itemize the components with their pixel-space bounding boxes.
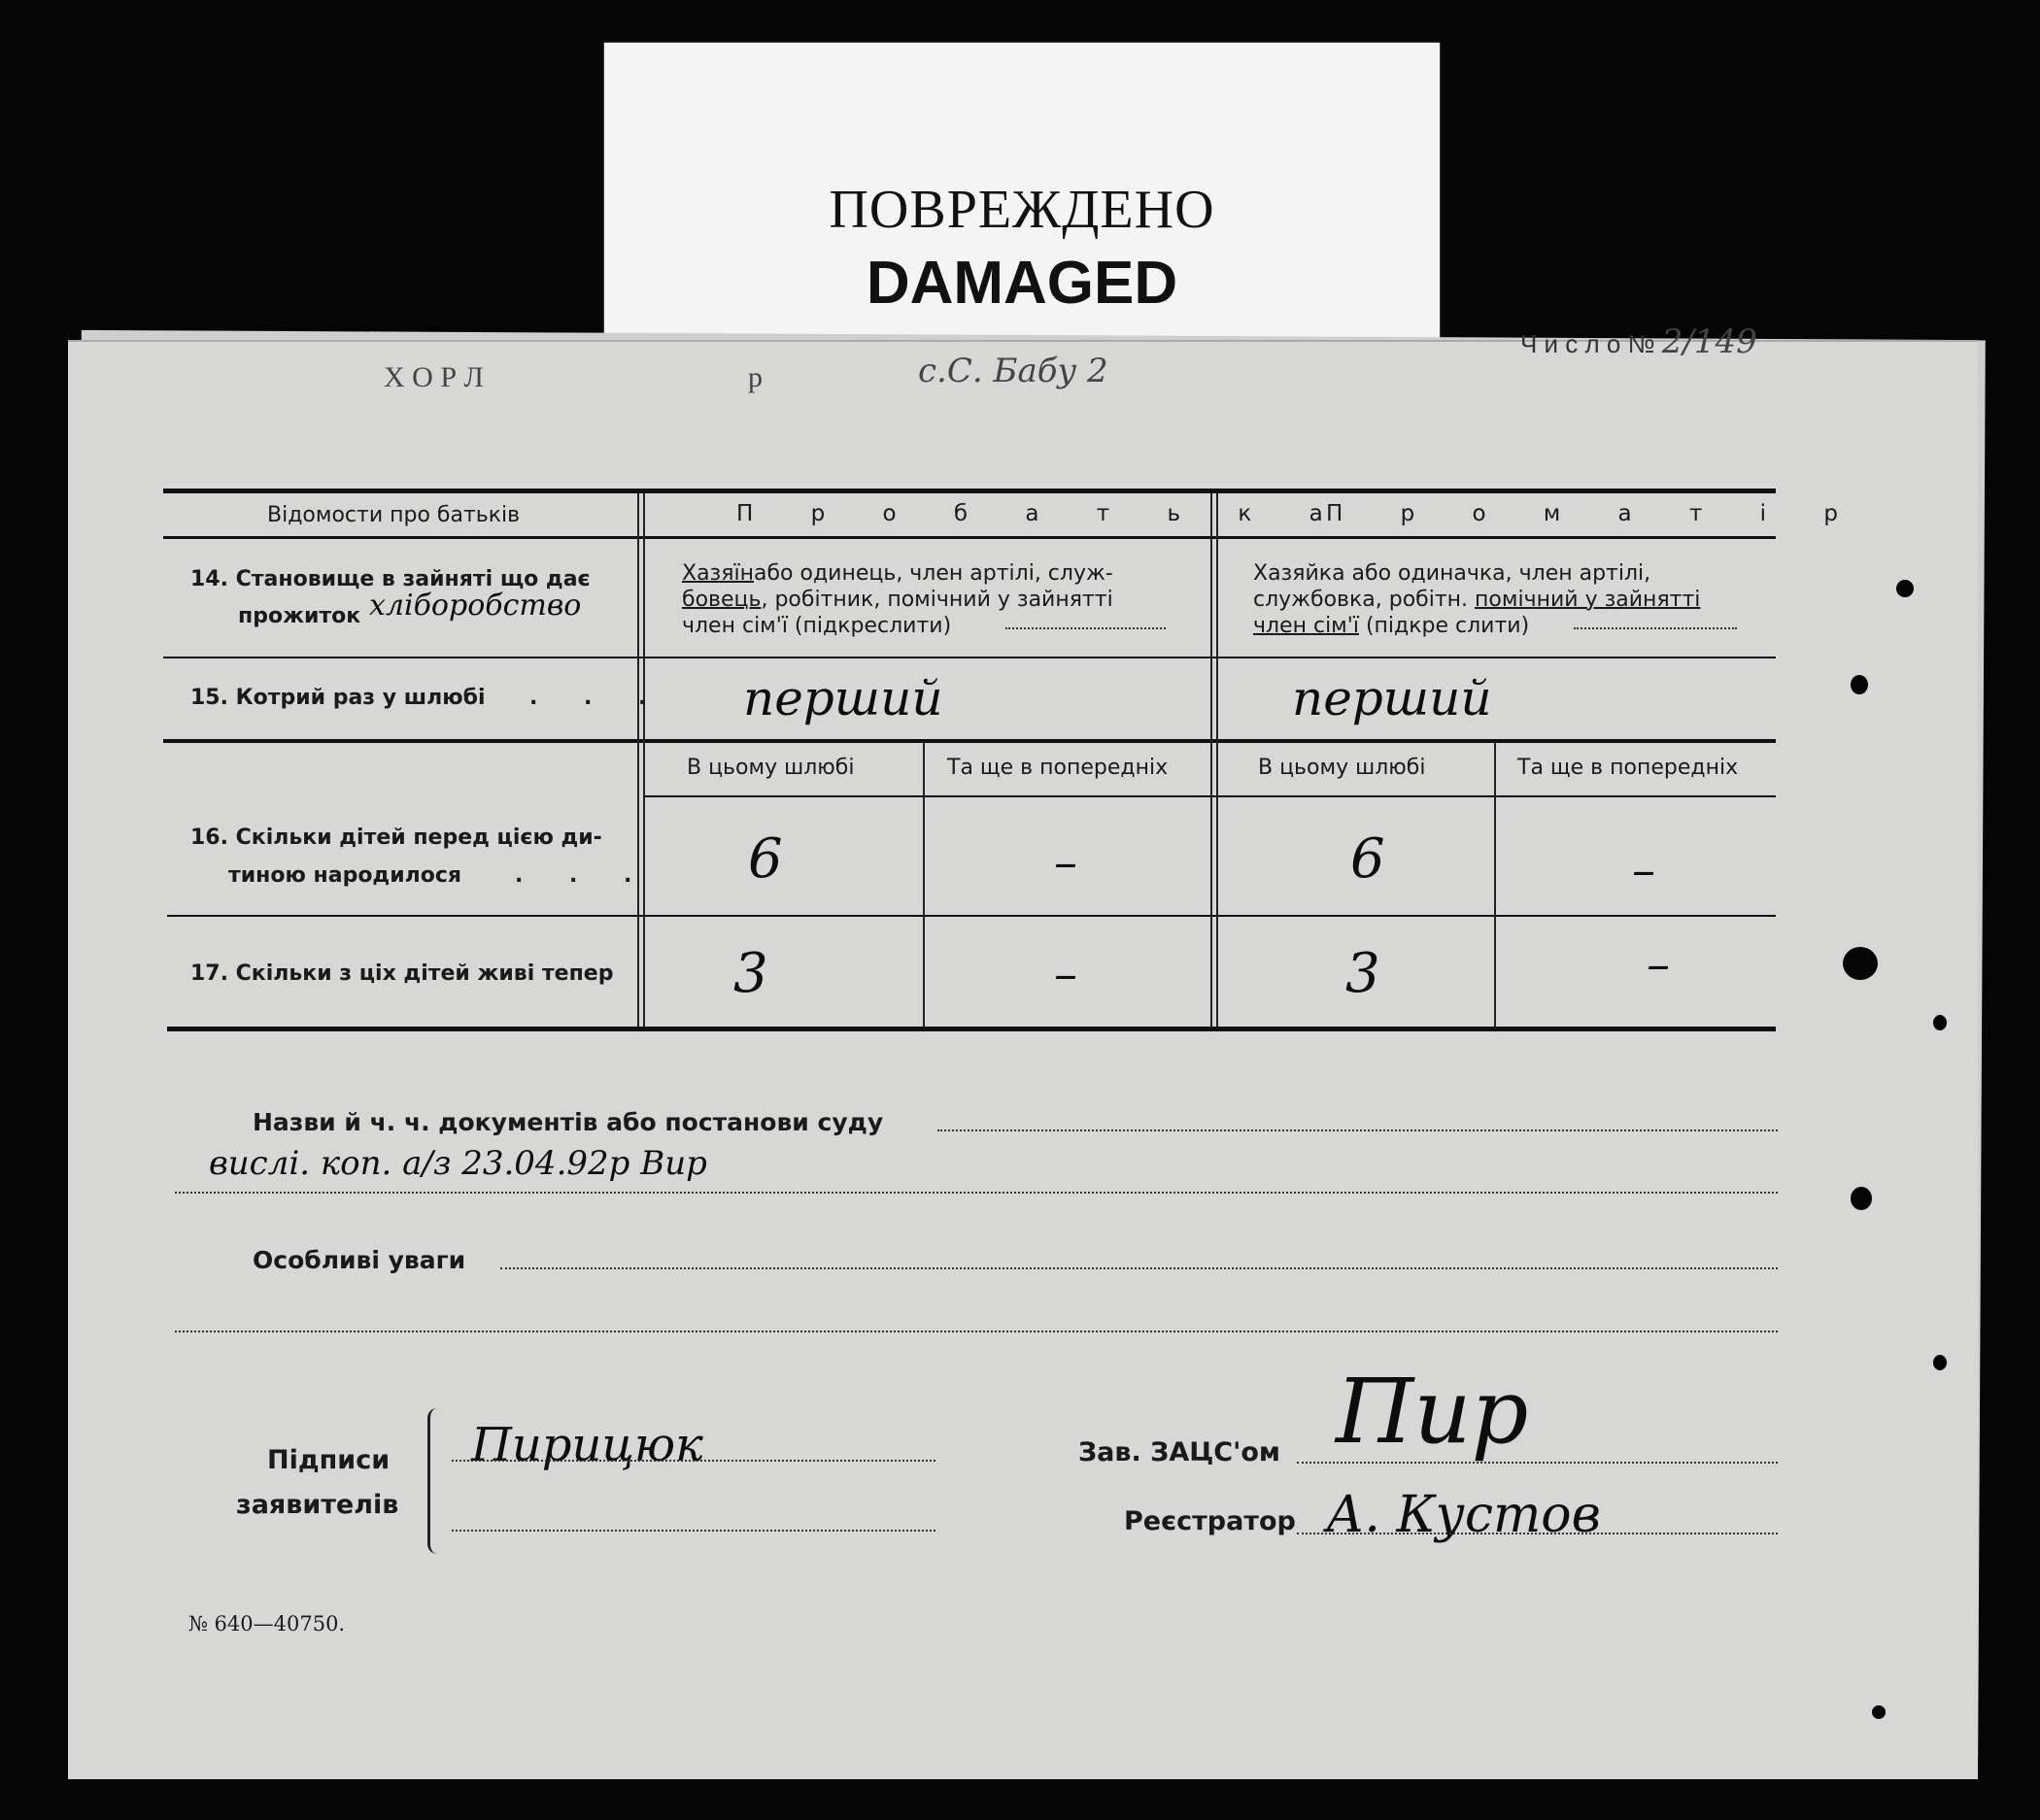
binding-hole: [1851, 675, 1868, 694]
row15-father-value: перший: [743, 670, 943, 726]
record-number-field: [1520, 322, 1757, 361]
applicant-line-2: [452, 1530, 935, 1532]
damaged-tag: [604, 43, 1440, 340]
row16-rule: [167, 915, 1776, 917]
row17-father-prev: –: [1054, 947, 1077, 1001]
row16-father-this: 6: [748, 827, 783, 891]
row16-label-line1: 16. Скільки дітей перед цією ди-: [190, 826, 602, 850]
row16-dots: . . .: [515, 863, 652, 888]
row15-label: 15. Котрий раз у шлюбі: [190, 686, 486, 710]
mother-option-family: член сім'ї: [1253, 614, 1359, 638]
mother-dotted-line: [1574, 627, 1737, 629]
binding-hole: [1933, 1355, 1947, 1370]
damaged-tag-english: DAMAGED: [866, 250, 1178, 317]
head-signature: Пир: [1336, 1360, 1529, 1464]
row14-label-line1: 14. Становище в зайняті що дає: [190, 567, 591, 591]
row15-mother-value: перший: [1292, 670, 1492, 726]
binding-hole: [1872, 1705, 1886, 1719]
remarks-dotted-line-1: [500, 1267, 1778, 1269]
father-text-3: член сім'ї (підкреслити): [682, 614, 952, 638]
header-info-label: Відомости про батьків: [267, 503, 521, 527]
remarks-label: Особливі уваги: [253, 1246, 466, 1274]
applicant-line-1: [452, 1460, 935, 1462]
father-option-owner: Хазяїн: [682, 561, 754, 586]
binding-hole: [1843, 947, 1878, 980]
mother-text-2: службовка, робітн.: [1253, 588, 1469, 612]
document-sheet: [68, 340, 1978, 1779]
row15-rule: [163, 739, 1776, 743]
documents-dotted-line-1: [937, 1129, 1778, 1131]
remarks-dotted-line-2: [175, 1331, 1778, 1332]
col-divider-1: [637, 493, 639, 1028]
documents-value: вислі. коп. а/з 23.04.92р Вир: [209, 1144, 707, 1183]
binding-hole: [1896, 580, 1914, 597]
registrar-label: Реєстратор: [1124, 1506, 1296, 1536]
row16-label-line2: тиною народилося: [228, 863, 462, 888]
col-divider-father-sub: [923, 743, 925, 1028]
registrar-line: [1297, 1533, 1778, 1534]
row17-label: 17. Скільки з ціх дітей живі тепер: [190, 961, 614, 986]
header-father: П р о б а т ь к а: [736, 501, 1348, 526]
table-top-rule: [163, 489, 1776, 493]
head-label: Зав. ЗАЦС'ом: [1078, 1437, 1280, 1467]
top-handwriting: с.С. Бабу 2: [918, 352, 1108, 390]
row16-father-prev: –: [1054, 835, 1077, 890]
row17-father-this: 3: [733, 942, 768, 1005]
header-mother: П р о м а т і р: [1326, 501, 1863, 526]
row14-rule: [163, 657, 1776, 658]
row17-mother-prev: –: [1647, 937, 1670, 992]
table-bottom-rule: [167, 1027, 1776, 1031]
top-left-text: Х О Р Л: [384, 361, 484, 393]
father-sub-previous: Та ще в попередніх: [947, 756, 1169, 780]
binding-hole: [1851, 1187, 1872, 1210]
mother-sub-this-marriage: В цьому шлюбі: [1258, 756, 1426, 780]
father-text-1: або одинець, член артілі, служ-: [753, 561, 1113, 586]
father-dotted-line: [1005, 627, 1166, 629]
father-option-employee: бовець: [682, 588, 762, 612]
col-divider-2: [1210, 493, 1212, 1028]
record-number-label: Ч и с л о №: [1520, 329, 1655, 358]
mother-option-helper: помічний у зайнятті: [1475, 588, 1701, 612]
binding-hole: [1933, 1015, 1947, 1030]
applicants-brace: [427, 1408, 446, 1554]
documents-label: Назви й ч. ч. документів або постанови суду: [253, 1108, 884, 1136]
registrar-signature: А. Кустов: [1326, 1486, 1601, 1544]
damaged-tag-ukrainian: ПОВРЕЖДЕНО: [829, 180, 1215, 240]
form-number: № 640—40750.: [188, 1612, 346, 1635]
head-line: [1297, 1462, 1778, 1464]
row16-mother-this: 6: [1350, 827, 1385, 891]
applicants-label-1: Підписи: [267, 1445, 391, 1475]
record-number-value: 2/149: [1661, 322, 1757, 361]
col-divider-2b: [1216, 493, 1218, 1028]
col-divider-1b: [643, 493, 645, 1028]
row17-mother-this: 3: [1345, 942, 1380, 1005]
table-header-rule: [163, 536, 1776, 539]
mother-sub-previous: Та ще в попередніх: [1517, 756, 1739, 780]
subheader-rule: [643, 795, 1776, 797]
top-mid-text: р: [748, 361, 763, 393]
row14-handwritten-occupation: хліборобство: [369, 589, 582, 623]
father-text-2: , робітник, помічний у зайнятті: [761, 588, 1113, 612]
father-sub-this-marriage: В цьому шлюбі: [687, 756, 855, 780]
mother-text-3: (підкре слити): [1365, 614, 1530, 638]
documents-dotted-line-2: [175, 1192, 1778, 1194]
mother-text-1: Хазяйка або одиначка, член артілі,: [1253, 561, 1651, 586]
row16-mother-prev: –: [1632, 843, 1655, 897]
row15-dots: . . .: [529, 686, 666, 710]
col-divider-mother-sub: [1494, 743, 1496, 1028]
row14-label-line2: прожиток: [238, 604, 361, 628]
applicant-signature: Пирицюк: [471, 1418, 703, 1472]
applicants-label-2: заявителів: [236, 1490, 399, 1520]
